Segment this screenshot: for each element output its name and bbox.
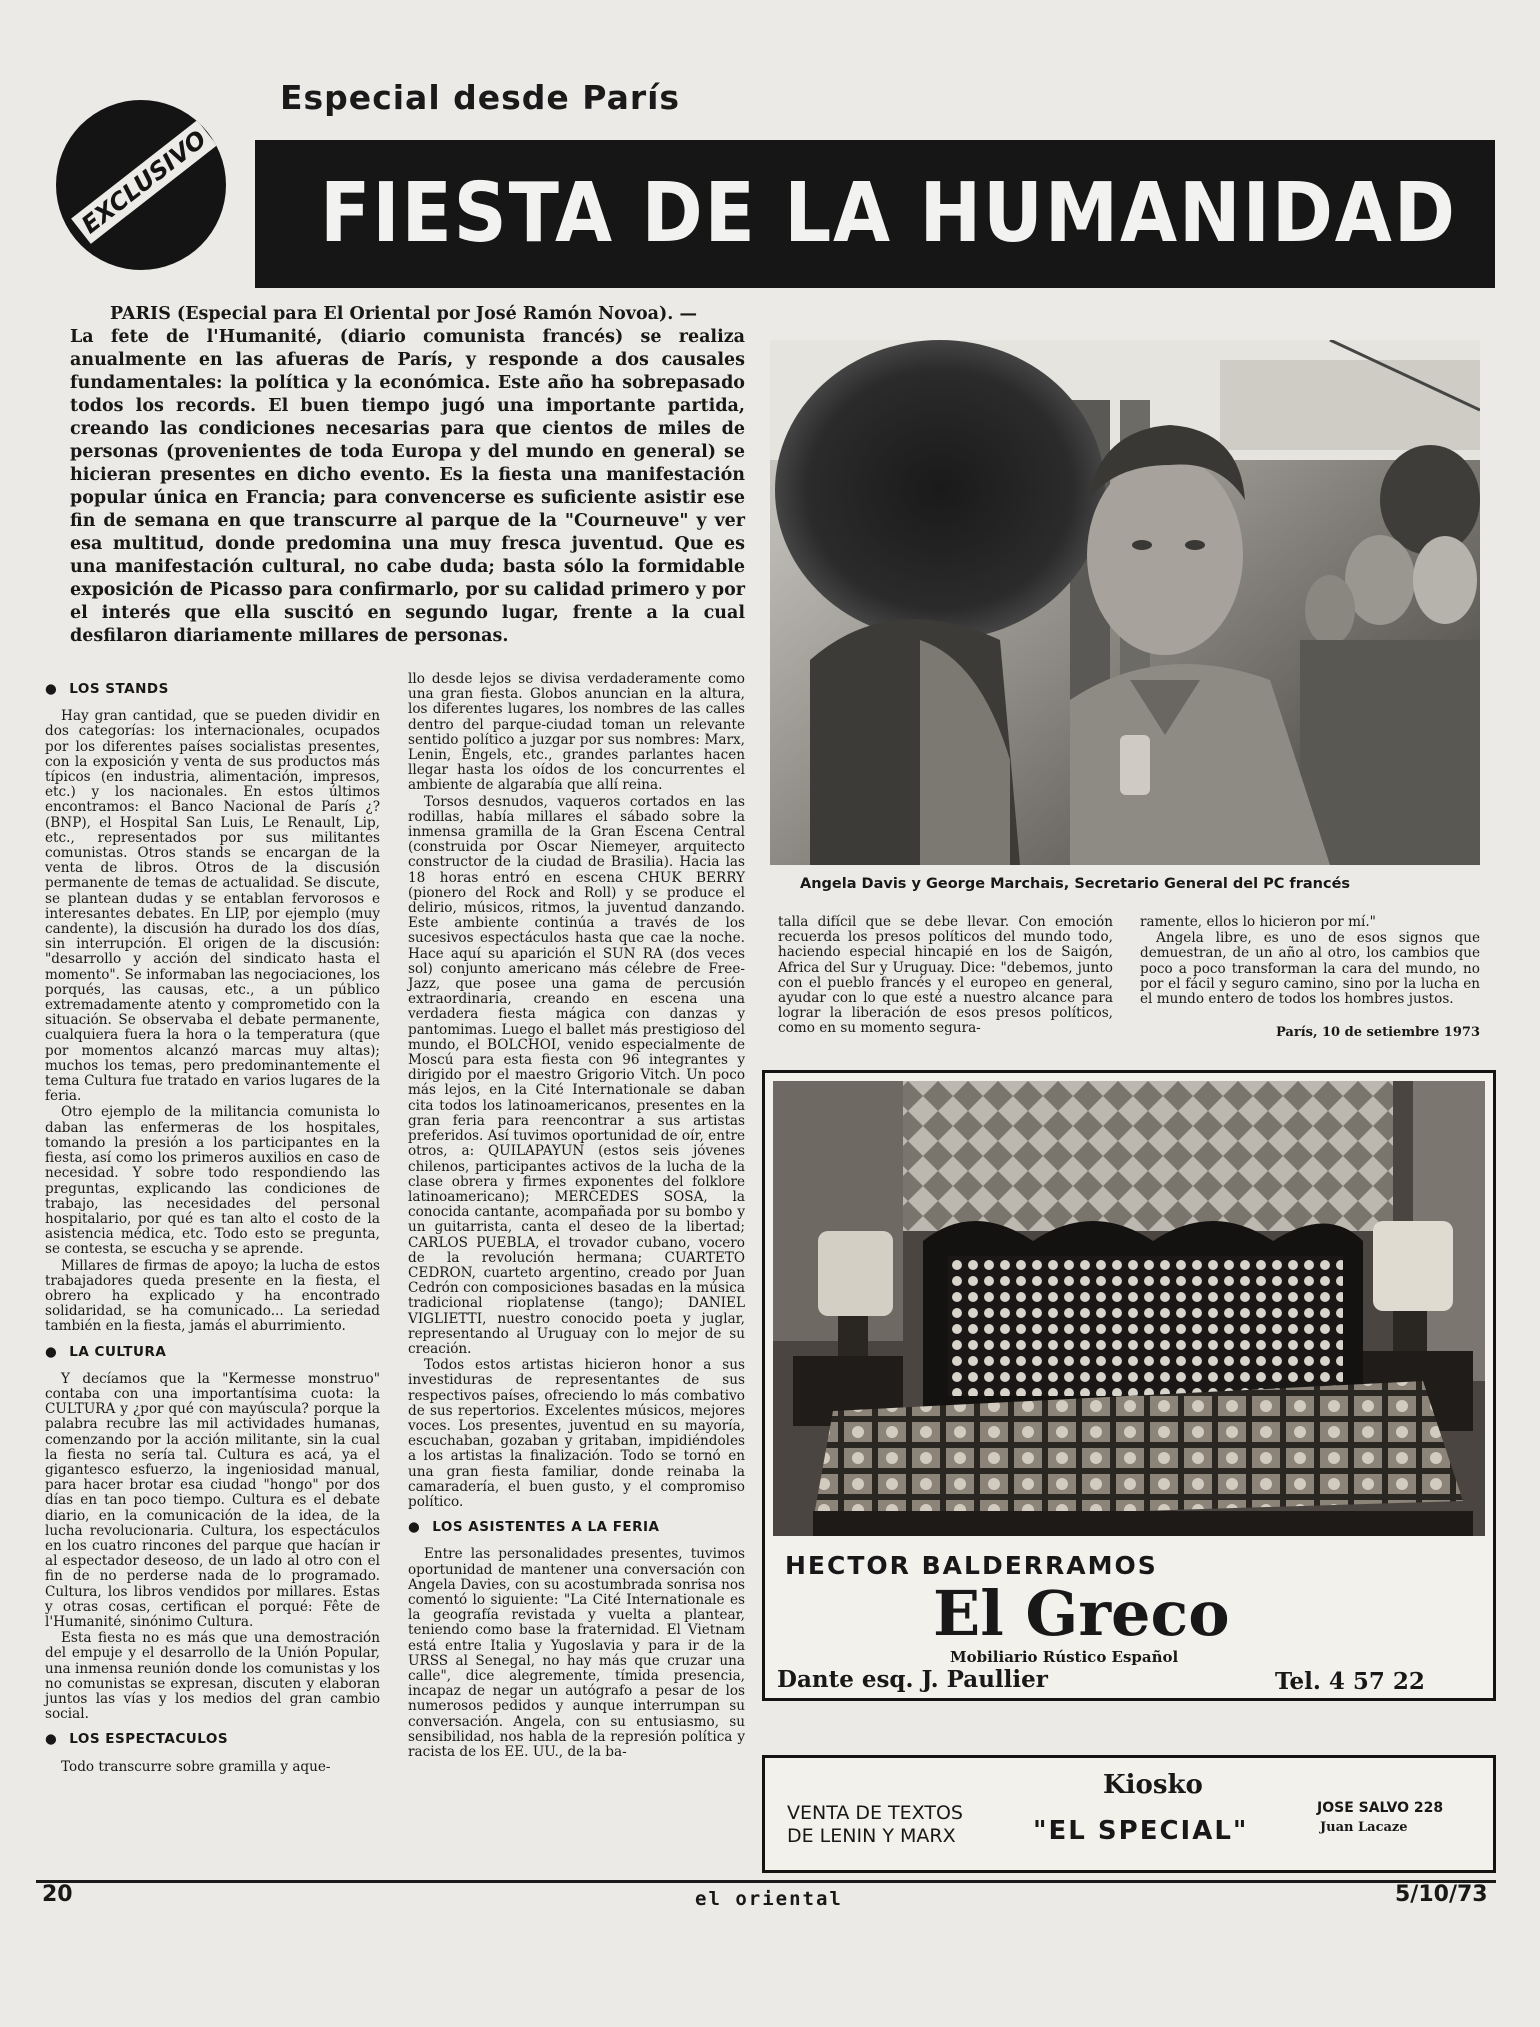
exclusive-badge — [56, 100, 226, 270]
page-number: 20 — [42, 1882, 73, 1907]
article-column-1 — [45, 672, 380, 1776]
paragraph: Hay gran cantidad, que se pueden dividir en dos categorías: los internacionales, ocupados por los diferentes países socialistas presentes, con la exposición y venta de sus productos más típicos (en industria, alimentación, impresos, etc.) y los nacionales. En estos últimos encontramos: el Banco Nacional de París ¿? (BNP), el Hospital San Luis, Le Renault, Lip, etc., representados por sus militantes comunistas. Otros stands se encargan de la venta de libros. Otros de la discusión permanente de temas de actualidad. Se discute, se plantean dudas y se entablan fervorosos e interesantes debates. En LIP, por ejemplo (muy candente), la discusión ha durado los dos días, sin interrupción. El origen de la discusión: "desarrollo y acción del sindicato hasta el momento". Se informaban las negociaciones, los porqués, las causas, etc., a un público extremadamente atento y comprometido con la situación. Se observaba el debate permanente, cualquiera fuera la hora o la temperatura (que por momentos alcanzó marcas muy altas); muchos los temas, pero predominantemente el tema Cultura fue tratado en varios lugares de la feria. — [45, 708, 380, 1105]
lead-body: La fete de l'Humanité, (diario comunista francés) se realiza anualmente en las afueras de París, y responde a dos causales fundamentales: la política y la económica. Este año ha sobrepasado todos los records. El buen tiempo jugó una importante partida, creando las condiciones necesarias para que cientos de miles de personas (provenientes de toda Europa y del mundo en general) se hicieran presentes en dicho evento. Es la fiesta una manifestación popular única en Francia; para convencerse es suficiente asistir ese fin de semana en que transcurre al parque de la "Courneuve" y ver esa multitud, donde predomina una muy fresca juventud. Que es una manifestación cultural, no cabe duda; basta sólo la formidable exposición de Picasso para confirmarlo, por su calidad primero y por el interés que ella suscitó en segundo lugar, frente a la cual desfilaron diariamente millares de personas. — [70, 327, 745, 646]
paragraph: ramente, ellos lo hicieron por mí." — [1140, 914, 1376, 930]
paragraph: Otro ejemplo de la militancia comunista lo daban las enfermeras de los hospitales, tomando la presión a los participantes en la fiesta, así como los primeros auxilios en caso de necesidad. Y sobre todo respondiendo las preguntas, explicando las condiciones de trabajo, las necesidades del personal hospitalario, por qué es tan alto el costo de la asistencia médica, etc. Todo esto se pregunta, se contesta, se escucha y se aprende. — [45, 1104, 380, 1258]
paragraph: Todos estos artistas hicieron honor a sus investiduras de representantes de sus respectivos países, ofreciendo lo más combativo de sus repertorios. Excelentes músicos, mejores voces. Los presentes, juventud en su mayoría, escuchaban, gozaban y gritaban, impidiéndoles a los artistas la finalización. Todo se tornó en una gran fiesta familiar, donde reinaba la camaradería, el buen gusto, y el compromiso político. — [408, 1357, 745, 1510]
lead-paragraph — [70, 303, 745, 648]
section-heading-stands: ● LOS STANDS — [45, 681, 169, 697]
paragraph: Esta fiesta no es más que una demostración del empuje y el desarrollo de la Unión Popular, una inmensa reunión donde los comunistas y los no comunistas se expresan, discuten y elaboran juntos las vías y los medios del gran cambio social. — [45, 1630, 380, 1723]
ad-address: Dante esq. J. Paullier — [777, 1666, 1048, 1693]
photo-illustration — [770, 340, 1480, 865]
furniture-advertisement — [762, 1070, 1496, 1701]
dateline: París, 10 de setiembre 1973 — [1276, 1025, 1480, 1041]
lead-byline: PARIS (Especial para El Oriental por José Ramón Novoa). — — [110, 304, 697, 324]
kiosk-address-1: JOSE SALVO 228 — [1317, 1800, 1444, 1816]
paragraph: Angela libre, es uno de esos signos que demuestran, de un año al otro, los cambios que poco a poco transforman la cara del mundo, no por el fácil y seguro camino, sino por la lucha en el mundo entero de todos los hombres justos. — [1140, 930, 1480, 1008]
paragraph: Millares de firmas de apoyo; la lucha de estos trabajadores queda presente en la fiesta, el obrero ha explicado y ha encontrado solidaridad, se ha comunicado... La seriedad también en la fiesta, jamás el aburrimiento. — [45, 1257, 380, 1335]
headline: FIESTA DE LA HUMANIDAD — [320, 166, 1457, 261]
badge-label: EXCLUSIVO — [71, 120, 217, 244]
ad-brand: El Greco — [933, 1577, 1230, 1650]
ad-phone: Tel. 4 57 22 — [1275, 1668, 1425, 1695]
kiosk-title: Kiosko — [1103, 1770, 1203, 1800]
footer-rule — [36, 1880, 1496, 1883]
kiosk-left-line-1: VENTA DE TEXTOS — [787, 1802, 963, 1824]
paragraph: Todo transcurre sobre gramilla y aque- — [61, 1758, 331, 1775]
article-column-3 — [778, 915, 1113, 1038]
bed-illustration — [773, 1081, 1485, 1536]
kiosk-advertisement — [762, 1755, 1496, 1873]
paragraph: llo desde lejos se divisa verdaderamente como una gran fiesta. Globos anuncian en la altura, los diferentes lugares, los nombres de las calles dentro del parque-ciudad toman un relevante sentido político a juzgar por sus nombres: Marx, Lenin, Engels, etc., grandes parlantes hacen llegar hasta los oídos de los concurrentes el ambiente de algarabía que allí reina. — [408, 671, 745, 794]
photo-caption: Angela Davis y George Marchais, Secretario General del PC francés — [800, 876, 1351, 892]
paragraph: Y decíamos que la "Kermesse monstruo" contaba con una importantísima cuota: la CULTURA y ¿por qué con mayúscula? porque la palabra recubre las mil actividades humanas, comenzando por la acción militante, sin la cual la fiesta no sería tal. Cultura es acá, ya el gigantesco esfuerzo, la ingeniosidad manual, para hacer brotar esa ciudad "hongo" por dos días en tan poco tiempo. Cultura es el debate diario, en la comunicación de la idea, de la lucha revolucionaria. Cultura, los espectáculos en los cuatro rincones del parque que hacían ir al espectador deseoso, de un lado al otro con el fin de no perderse nada de lo programado. Cultura, los libros vendidos por millares. Estas y otras cosas, certifican el porqué: Fête de l'Humanité, sinónimo Cultura. — [45, 1370, 380, 1630]
paragraph: Entre las personalidades presentes, tuvimos oportunidad de mantener una conversación con Angela Davies, con su acostumbrada sonrisa nos comentó lo siguiente: "La Cité Internationale es la geografía revistada y vuelta a plantear, teniendo como base la fraternidad. El Vietnam está entre Italia y Yugoslavia y para ir de la URSS al Senegal, no hay más que cruzar una calle", dice alegremente, tímida presencia, incapaz de negar un autógrafo a pesar de los numerosos pedidos y aunque interrumpan su conversación. Angela, con su entusiasmo, su sensibilidad, nos habla de la represión política y racista de los EE. UU., de la ba- — [408, 1546, 745, 1761]
newspaper-name: el oriental — [695, 1888, 843, 1910]
paragraph: talla difícil que se debe llevar. Con emoción recuerda los presos políticos del mundo todo, haciendo especial hincapié en los de Saigón, Africa del Sur y Uruguay. Dice: "debemos, junto con el pueblo francés y el europeo en general, ayudar con lo que esté a nuestro alcance para lograr la liberación de esos presos políticos, como en su momento segura- — [778, 914, 1113, 1037]
kiosk-address-2: Juan Lacaze — [1320, 1820, 1408, 1835]
section-heading-cultura: ● LA CULTURA — [45, 1343, 167, 1360]
ad-name: HECTOR BALDERRAMOS — [785, 1551, 1158, 1580]
paragraph: Torsos desnudos, vaqueros cortados en las rodillas, había millares el sábado sobre la inmensa gramilla de la Gran Escena Central (construida por Oscar Niemeyer, arquitecto constructor de la ciudad de Brasilia). Hacia las 18 horas entró en escena CHUK BERRY (pionero del Rock and Roll) y se produce el delirio, músicos, ritmos, la juventud danzando. Este ambiente continúa a través de los sucesivos espectáculos hasta que cae la noche. Hace aquí su aparición el SUN RA (dos veces sol) conjunto americano más célebre de Free-Jazz, que posee una gama de percusión extraordinaria, creando en escena una verdadera fiesta mágica con danzas y pantomimas. Luego el ballet más prestigioso del mundo, el BOLCHOI, venido especialmente de Moscú para esta fiesta con 96 integrantes y dirigido por el maestro Grigorio Vitch. Un poco más lejos, en la Cité Internationale se daban cita todos los latinoamericanos, presentes en la gran feria para reencontrar a sus artistas preferidos. Así tuvimos oportunidad de oír, entre otros, a: QUILAPAYUN (estos seis jóvenes chilenos, participantes activos de la lucha de la clase obrera y firmes exponentes del folklore latinoamericano); MERCEDES SOSA, la conocida cantante, acompañada por su bombo y un guitarrista, canta el deseo de la libertad; CARLOS PUEBLA, el trovador cubano, vocero de la revolución hermana; CUARTETO CEDRON, cuarteto argentino, creado por Juan Cedrón con composiciones basadas en la música tradicional rioplatense (tango); DANIEL VIGLIETTI, nuestro conocido poeta y juglar, representando al Uruguay con lo mejor de su creación. — [408, 793, 745, 1357]
news-photo — [770, 340, 1480, 865]
section-heading-espectaculos: ● LOS ESPECTACULOS — [45, 1731, 229, 1748]
section-heading-asistentes: ● LOS ASISTENTES A LA FERIA — [408, 1519, 660, 1536]
issue-date: 5/10/73 — [1395, 1882, 1488, 1907]
kiosk-left-line-2: DE LENIN Y MARX — [787, 1825, 956, 1847]
ad-photo — [773, 1081, 1485, 1536]
article-column-4 — [1140, 915, 1480, 1040]
kiosk-name: "EL SPECIAL" — [1033, 1816, 1249, 1846]
ad-tagline: Mobiliario Rústico Español — [950, 1648, 1179, 1666]
article-column-2 — [408, 672, 745, 1761]
kicker: Especial desde París — [280, 78, 681, 117]
